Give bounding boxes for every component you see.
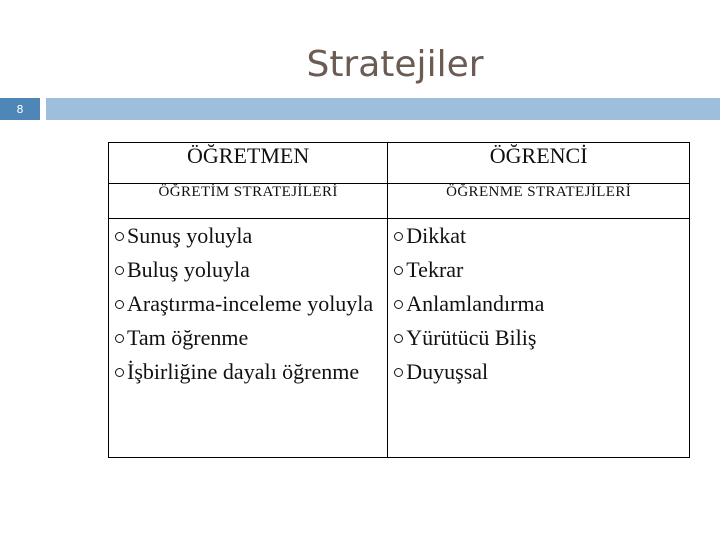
list-item: [115, 355, 381, 389]
list-item-label: Araştırma-inceleme yoluyla: [127, 291, 374, 316]
teaching-strategies-list: [115, 219, 381, 389]
subheader-learning-strategies: ÖĞRENME STRATEJİLERİ: [388, 184, 690, 219]
teaching-strategies-cell: [109, 219, 388, 458]
list-item-label: Sunuş yoluyla: [127, 223, 253, 248]
strategies-table: [108, 142, 690, 458]
list-item-label: Tam öğrenme: [127, 325, 249, 350]
subheader-row: [109, 184, 690, 219]
bullet-icon: [394, 368, 403, 377]
bullet-icon: [115, 266, 124, 275]
bullet-icon: [115, 300, 124, 309]
header-teacher: ÖĞRETMEN: [109, 143, 388, 184]
list-item: [115, 253, 381, 287]
bullet-icon: [394, 334, 403, 343]
subheader-teaching-strategies: ÖĞRETİM STRATEJİLERİ: [109, 184, 388, 219]
header-row: [109, 143, 690, 184]
list-item-label: Yürütücü Biliş: [406, 325, 537, 350]
list-item: [394, 287, 683, 321]
bullet-icon: [115, 334, 124, 343]
list-item-label: Tekrar: [406, 257, 464, 282]
list-item-label: Anlamlandırma: [406, 291, 545, 316]
list-item-label: Buluş yoluyla: [127, 257, 250, 282]
slide-title: Stratejiler: [306, 44, 484, 85]
slide-number: 8: [0, 98, 40, 120]
list-item: [115, 321, 381, 355]
bullet-icon: [394, 266, 403, 275]
bullet-icon: [115, 368, 124, 377]
list-item-label: Duyuşsal: [406, 359, 489, 384]
list-item: [394, 253, 683, 287]
header-bar: [46, 98, 720, 120]
bullet-icon: [115, 232, 124, 241]
learning-strategies-cell: [388, 219, 690, 458]
list-item: [394, 219, 683, 253]
content-row: [109, 219, 690, 458]
list-item: [115, 287, 381, 321]
list-item: [394, 355, 683, 389]
list-item-label: Dikkat: [406, 223, 467, 248]
bullet-icon: [394, 300, 403, 309]
list-item: [394, 321, 683, 355]
list-item: [115, 219, 381, 253]
bullet-icon: [394, 232, 403, 241]
learning-strategies-list: [394, 219, 683, 389]
list-item-label: İşbirliğine dayalı öğrenme: [127, 359, 360, 384]
header-student: ÖĞRENCİ: [388, 143, 690, 184]
